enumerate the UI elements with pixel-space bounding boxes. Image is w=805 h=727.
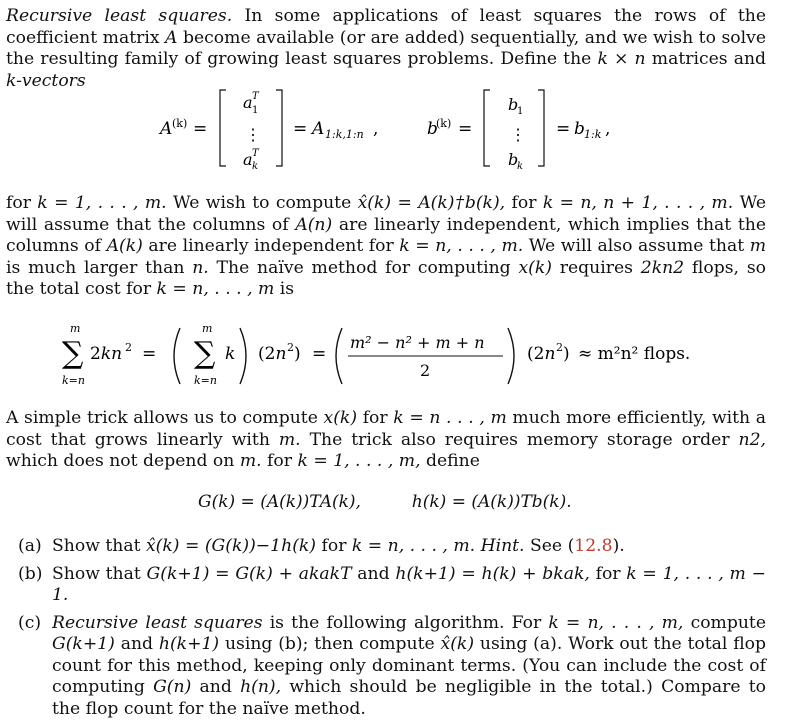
p2-t11: flops, so the total cost for	[6, 257, 766, 299]
equals-2: =	[458, 119, 473, 139]
p2-flops: 2kn2	[640, 257, 685, 278]
item-b-eq2: h(k+1) = h(k) + bkak,	[395, 563, 590, 584]
eq-1: =	[142, 344, 157, 364]
item-a-t2: for	[321, 536, 347, 556]
item-c-text	[52, 613, 766, 721]
item-a-eq: x̂(k) = (G(k))−1h(k)	[145, 536, 317, 556]
comma-1: ,	[373, 119, 379, 139]
equals-b-slice: =	[556, 119, 571, 139]
p2-t1: for	[6, 193, 31, 213]
item-a-hint: Hint.	[480, 536, 525, 556]
item-a	[18, 536, 766, 558]
item-c-t2: compute	[690, 612, 766, 633]
item-a-label: (a)	[18, 536, 42, 556]
p2-t9: The naïve method for computing	[216, 257, 511, 278]
p2-t10: requires	[559, 257, 633, 278]
item-c-hn: h(n),	[240, 677, 282, 697]
p2-range-n3: k = n, . . . , m	[156, 279, 275, 299]
k-times-n: k × n	[597, 49, 646, 69]
item-c-G: G(k+1)	[52, 634, 115, 654]
item-a-range: k = n, . . . , m.	[351, 536, 476, 556]
ref-link-12-8[interactable]: 12.8	[574, 536, 613, 556]
b-k-symbol: b	[427, 119, 438, 139]
bracket-left-A	[220, 90, 226, 166]
approx-result: ≈ m²n² flops.	[578, 344, 691, 364]
item-b-t2: and	[357, 563, 390, 584]
p3-t5: which does not depend on	[6, 451, 235, 471]
sum2-k: k	[225, 344, 236, 364]
paragraph-2	[6, 193, 766, 301]
p2-n: n.	[192, 257, 209, 278]
two-n-sq-1: (2n	[258, 344, 287, 364]
item-c-t6: and	[199, 677, 232, 697]
item-c-xhat: x̂(k)	[440, 634, 475, 654]
item-c-Gn: G(n)	[153, 677, 192, 697]
problem-title: Recursive least squares.	[6, 6, 233, 26]
p2-t7: We will also assume that	[528, 236, 745, 256]
definition-equation	[0, 82, 805, 174]
two-n-sq-2: (2n	[527, 344, 556, 364]
item-c-t7: which should be negligible in the total.) Compare to the flop count for the naïve method.	[52, 677, 766, 719]
item-c-t5: using (a). Work out the total flop count for this method, keeping only dominant terms. (You can include the cost of computing	[52, 634, 767, 697]
sum2-sigma: ∑	[194, 336, 216, 371]
p3-t4: The trick also requires memory storage order	[309, 429, 730, 450]
item-c-t1: is the following algorithm. For	[269, 612, 542, 633]
item-c	[18, 613, 766, 721]
item-a-t3: See (	[529, 536, 575, 556]
frac-denominator: 2	[420, 361, 431, 380]
sum1-lower: k=n	[62, 374, 85, 387]
item-a-t4: ).	[612, 536, 625, 556]
subproblems-list	[18, 536, 766, 726]
bracket-right-A	[276, 90, 282, 166]
item-c-t3: and	[120, 634, 154, 654]
item-b-t1: Show that	[52, 563, 141, 584]
eq-2: =	[312, 344, 327, 364]
akT: a	[243, 150, 253, 169]
item-c-h: h(k+1)	[158, 634, 220, 654]
bk-sub: k	[517, 161, 524, 172]
sum1-term: 2kn	[90, 344, 123, 364]
k-vectors: k-vectors	[6, 70, 86, 91]
item-c-title: Recursive least squares	[52, 612, 263, 633]
a1T-sup: T	[252, 91, 259, 102]
two-n-sq-2-close: )	[563, 344, 570, 364]
A-slice: A	[312, 119, 325, 139]
p3-t3: much more efficiently, with a cost that grows linearly with	[6, 408, 767, 450]
p3-n2: n2,	[738, 429, 766, 450]
intro-text-1: In some applications of least squares the rows of the coefficient matrix	[6, 6, 766, 48]
p2-range-n: k = n, n + 1, . . . , m.	[542, 193, 734, 213]
p3-t7: define	[426, 451, 480, 471]
gh-definition	[198, 492, 572, 512]
p3-t1: A simple trick allows us to compute	[6, 408, 318, 428]
item-b-range: k = 1, . . . , m − 1.	[52, 563, 766, 605]
intro-text-2: become available (or are added) sequentially, and we wish to solve the resulting family of growing least squares problems. Define the	[6, 27, 766, 69]
p2-Ak: A(k)	[106, 236, 143, 256]
equals-1: =	[193, 119, 208, 139]
p2-xhat-def: x̂(k) = A(k)†b(k),	[357, 193, 506, 213]
G-definition: G(k) = (A(k))TA(k),	[198, 492, 361, 512]
p3-m: m.	[278, 429, 301, 450]
b1-sub: 1	[517, 106, 524, 117]
p2-t8: is much larger than	[6, 257, 185, 278]
p2-t5: are linearly independent, which implies that the columns of	[6, 214, 767, 256]
frac-numerator: m² − n² + m + n	[350, 333, 485, 352]
A-slice-sub: 1:k,1:n	[325, 128, 364, 141]
akT-sub: k	[252, 161, 259, 172]
summation-equation	[0, 318, 805, 392]
p2-An: A(n)	[295, 214, 333, 235]
comma-2: ,	[605, 119, 611, 139]
vdots-b: ⋮	[510, 125, 526, 144]
two-n-sq-2-exp: 2	[556, 341, 563, 354]
intro-paragraph	[6, 6, 766, 92]
item-b-t3: for	[595, 563, 621, 584]
item-c-label: (c)	[18, 612, 42, 633]
p2-xk: x(k)	[518, 257, 552, 278]
p2-range-k: k = 1, . . . , m.	[37, 193, 167, 213]
a1T-sub: 1	[252, 105, 259, 116]
item-a-text	[52, 536, 766, 558]
p2-t2: We wish to compute	[172, 193, 352, 213]
sum2-lower: k=n	[194, 374, 217, 387]
item-b-eq1: G(k+1) = G(k) + akakT	[146, 563, 352, 584]
bracket-right-b	[538, 90, 544, 166]
bk: b	[508, 150, 519, 169]
intro-text-3: matrices and	[651, 49, 767, 69]
sum1-sq: 2	[125, 341, 132, 354]
two-n-sq-1-close: )	[294, 344, 301, 364]
A-k-superscript: (k)	[172, 117, 188, 130]
b1: b	[508, 95, 519, 114]
vdots-A: ⋮	[245, 125, 261, 144]
paren-close-1	[240, 328, 246, 384]
p2-t12: is	[279, 279, 295, 299]
p2-t4: We will assume that the columns of	[6, 193, 766, 235]
item-c-range: k = n, . . . , m,	[548, 612, 684, 633]
matrix-A: A	[165, 27, 178, 48]
b-slice: b	[574, 119, 585, 139]
item-b-text	[52, 564, 766, 607]
p2-range-n2: k = n, . . . , m.	[399, 236, 524, 256]
akT-sup: T	[252, 148, 259, 159]
p3-xk: x(k)	[323, 408, 358, 428]
b-k-superscript: (k)	[436, 117, 452, 130]
paren-open-1	[174, 328, 180, 384]
item-b	[18, 564, 766, 607]
sum2-upper: m	[202, 322, 213, 335]
A-k-symbol: A	[160, 119, 173, 139]
p2-m: m	[749, 236, 767, 256]
item-b-label: (b)	[18, 563, 43, 584]
item-a-t1: Show that	[52, 536, 141, 556]
a1T: a	[243, 93, 253, 112]
p3-t2: for	[362, 408, 388, 428]
paragraph-3	[6, 408, 766, 473]
p3-m2: m.	[239, 451, 262, 471]
p2-t3: for	[511, 193, 537, 213]
sum1-sigma: ∑	[62, 336, 84, 371]
sum1-upper: m	[70, 322, 81, 335]
paren-open-2	[336, 328, 342, 384]
paren-close-2	[508, 328, 514, 384]
equals-A-slice: =	[293, 119, 308, 139]
b-slice-sub: 1:k	[584, 128, 602, 141]
p3-range2: k = 1, . . . , m,	[297, 451, 421, 471]
bracket-left-b	[484, 90, 490, 166]
p3-range: k = n . . . , m	[393, 408, 507, 428]
two-n-sq-1-exp: 2	[287, 341, 294, 354]
item-c-t4: using (b); then compute	[224, 634, 435, 654]
h-definition: h(k) = (A(k))Tb(k).	[411, 492, 572, 512]
p3-t6: for	[267, 451, 292, 471]
p2-t6: are linearly independent for	[148, 236, 394, 256]
